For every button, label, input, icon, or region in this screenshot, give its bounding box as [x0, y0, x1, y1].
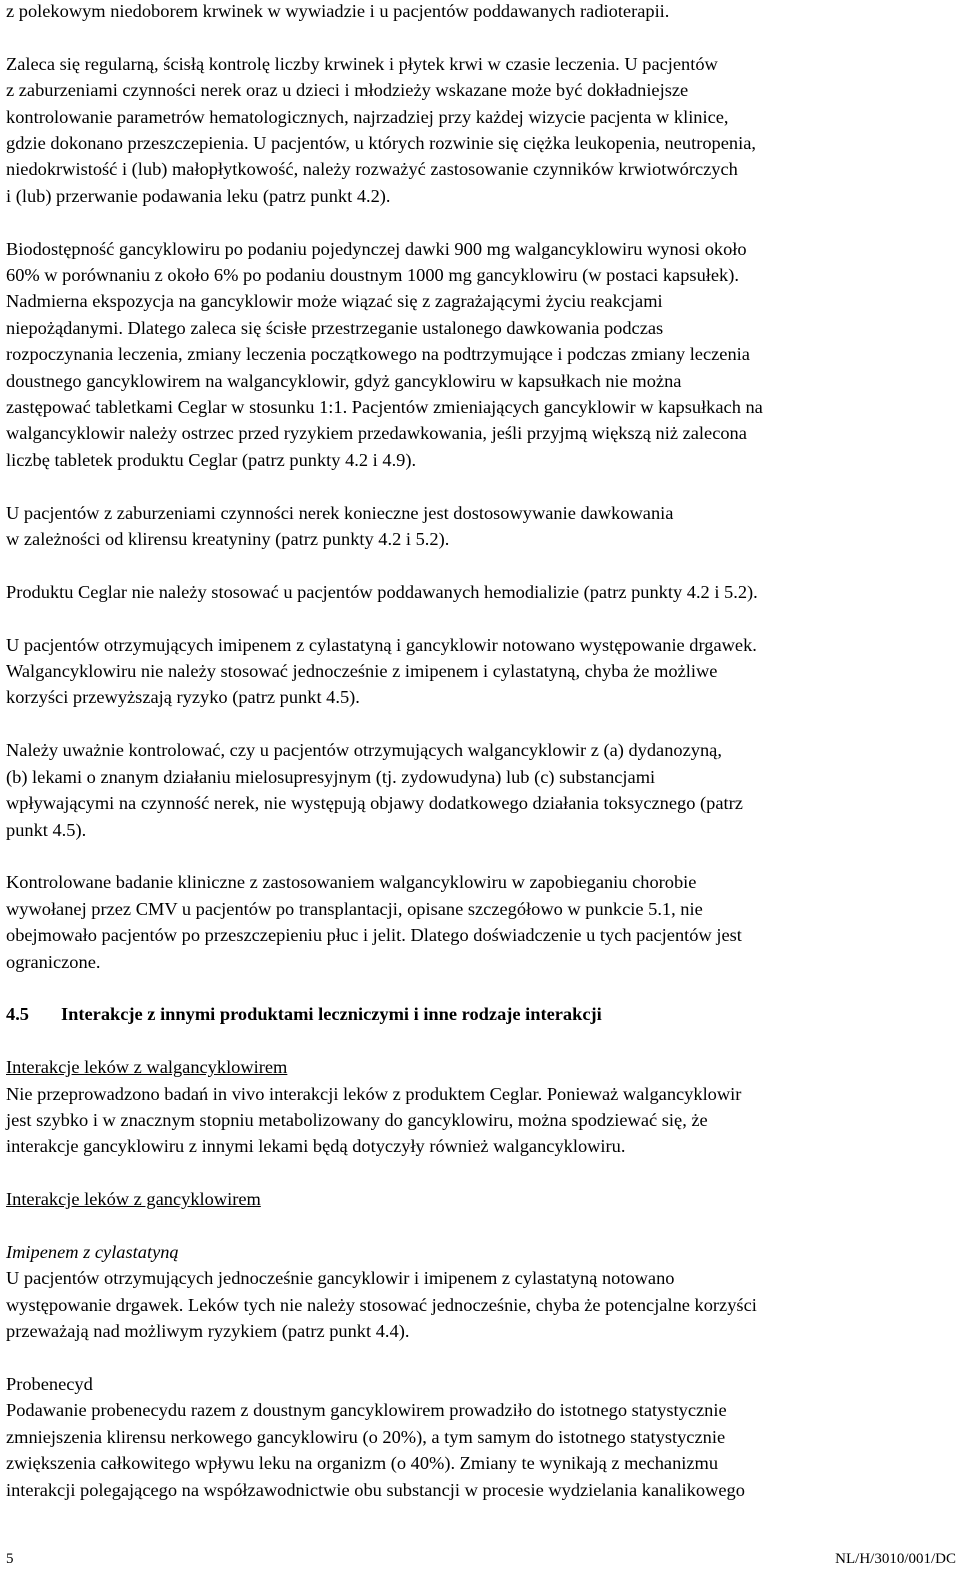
paragraph-hemodialysis: Produktu Ceglar nie należy stosować u pacjentów poddawanych hemodializie (patrz punkty 4.2 i 5.2).: [6, 581, 758, 602]
paragraph-renal-impairment: U pacjentów z zaburzeniami czynności nerek konieczne jest dostosowywanie dawkowania w zależności od klirensu kreatyniny (patrz punkty 4.2 i 5.2).: [6, 502, 674, 550]
paragraph-bioavailability: Biodostępność gancyklowiru po podaniu pojedynczej dawki 900 mg walgancyklowiru wynosi około 60% w porównaniu z około 6% po podaniu doustnym 1000 mg gancyklowiru (w postaci kapsułek). Nadmierna ekspozycja na gancyklowir może wiązać się z zagrażającymi życiu reakcjami niepożądanymi. Dlatego zaleca się ścisłe przestrzeganie ustalonego dawkowania podczas rozpoczynania leczenia, zmiany leczenia początkowego na podtrzymujące i podczas zmiany leczenia doustnego gancyklowirem na walgancyklowir, gdyż gancyklowiru w kapsułkach nie można zastępować tabletkami Ceglar w stosunku 1:1. Pacjentów zmieniających gancyklowir w kapsułkach na walgancyklowir należy ostrzec przed ryzykiem przedawkowania, jeśli przyjmą większą niż zalecona liczbę tabletek produktu Ceglar (patrz punkty 4.2 i 4.9).: [6, 238, 763, 470]
paragraph-toxicity-monitoring: Należy uważnie kontrolować, czy u pacjentów otrzymujących walgancyklowir z (a) dydanozyną, (b) lekami o znanym działaniu mielosupresyjnym (tj. zydowudyna) lub (c) substancjami wpływającymi na czynność nerek, nie występują objawy dodatkowego działania toksycznego (patrz punkt 4.5).: [6, 740, 743, 840]
section-number: 4.5: [6, 1004, 29, 1025]
paragraph-blood-count-monitoring: Zaleca się regularną, ścisłą kontrolę liczby krwinek i płytek krwi w czasie leczenia. U pacjentów z zaburzeniami czynności nerek oraz u dzieci i młodzieży wskazane może być dokładniejsze kontrolowanie parametrów hematologicznych, najrzadziej przy każdej wizycie pacjenta w klinice, gdzie dokonano przeszczepienia. U pacjentów, u których rozwinie się ciężka leukopenia, neutropenia, niedokrwistość i (lub) małopłytkowość, należy rozważyć zastosowanie czynników krwiotwórczych i (lub) przerwanie podawania leku (patrz punkt 4.2).: [6, 53, 756, 206]
page-number: 5: [6, 1551, 14, 1567]
document-reference: NL/H/3010/001/DC: [835, 1551, 956, 1567]
page-footer: [6, 1549, 956, 1569]
paragraph-valganciclovir-interactions: Nie przeprowadzono badań in vivo interakcji leków z produktem Ceglar. Ponieważ walgancyklowir jest szybko i w znacznym stopniu metabolizowany do gancyklowiru, można spodziewać się, że interakcje gancyklowiru z innymi lekami będą dotyczyły również walgancyklowiru.: [6, 1083, 742, 1157]
subsection-heading-valganciclovir: Interakcje leków z walgancyklowirem: [6, 1057, 288, 1078]
subheading-imipenem: Imipenem z cylastatyną: [6, 1241, 179, 1262]
section-title: Interakcje z innymi produktami leczniczymi i inne rodzaje interakcji: [61, 1004, 602, 1025]
document-body: [6, 0, 956, 1529]
paragraph-clinical-trial: Kontrolowane badanie kliniczne z zastosowaniem walgancyklowiru w zapobieganiu chorobie wywołanej przez CMV u pacjentów po transplantacji, opisane szczegółowo w punkcie 5.1, nie obejmowało pacjentów po przeszczepieniu płuc i jelit. Dlatego doświadczenie u tych pacjentów jest ograniczone.: [6, 872, 742, 972]
paragraph-imipenem-seizures: U pacjentów otrzymujących imipenem z cylastatyną i gancyklowir notowano występowanie drgawek. Walgancyklowiru nie należy stosować jednocześnie z imipenem i cylastatyną, chyba że możliwe korzyści przewyższają ryzyko (patrz punkt 4.5).: [6, 634, 757, 708]
subsection-heading-ganciclovir: Interakcje leków z gancyklowirem: [6, 1189, 261, 1210]
paragraph-probenecid-interaction: Podawanie probenecydu razem z doustnym gancyklowirem prowadziło do istotnego statystycznie zmniejszenia klirensu nerkowego gancyklowiru (o 20%), a tym samym do istotnego statystycznie zwiększenia całkowitego wpływu leku na organizm (o 40%). Zmiany te wynikają z mechanizmu interakcji polegającego na współzawodnictwie obu substancji w procesie wydzielania kanalikowego: [6, 1400, 745, 1500]
subheading-probenecid: Probenecyd: [6, 1373, 93, 1394]
paragraph-continuation: z polekowym niedoborem krwinek w wywiadzie i u pacjentów poddawanych radioterapii.: [6, 1, 670, 21]
section-heading: [6, 1001, 956, 1027]
paragraph-imipenem-interaction: U pacjentów otrzymujących jednocześnie gancyklowir i imipenem z cylastatyną notowano występowanie drgawek. Leków tych nie należy stosować jednocześnie, chyba że potencjalne korzyści przeważają nad możliwym ryzykiem (patrz punkt 4.4).: [6, 1268, 757, 1342]
